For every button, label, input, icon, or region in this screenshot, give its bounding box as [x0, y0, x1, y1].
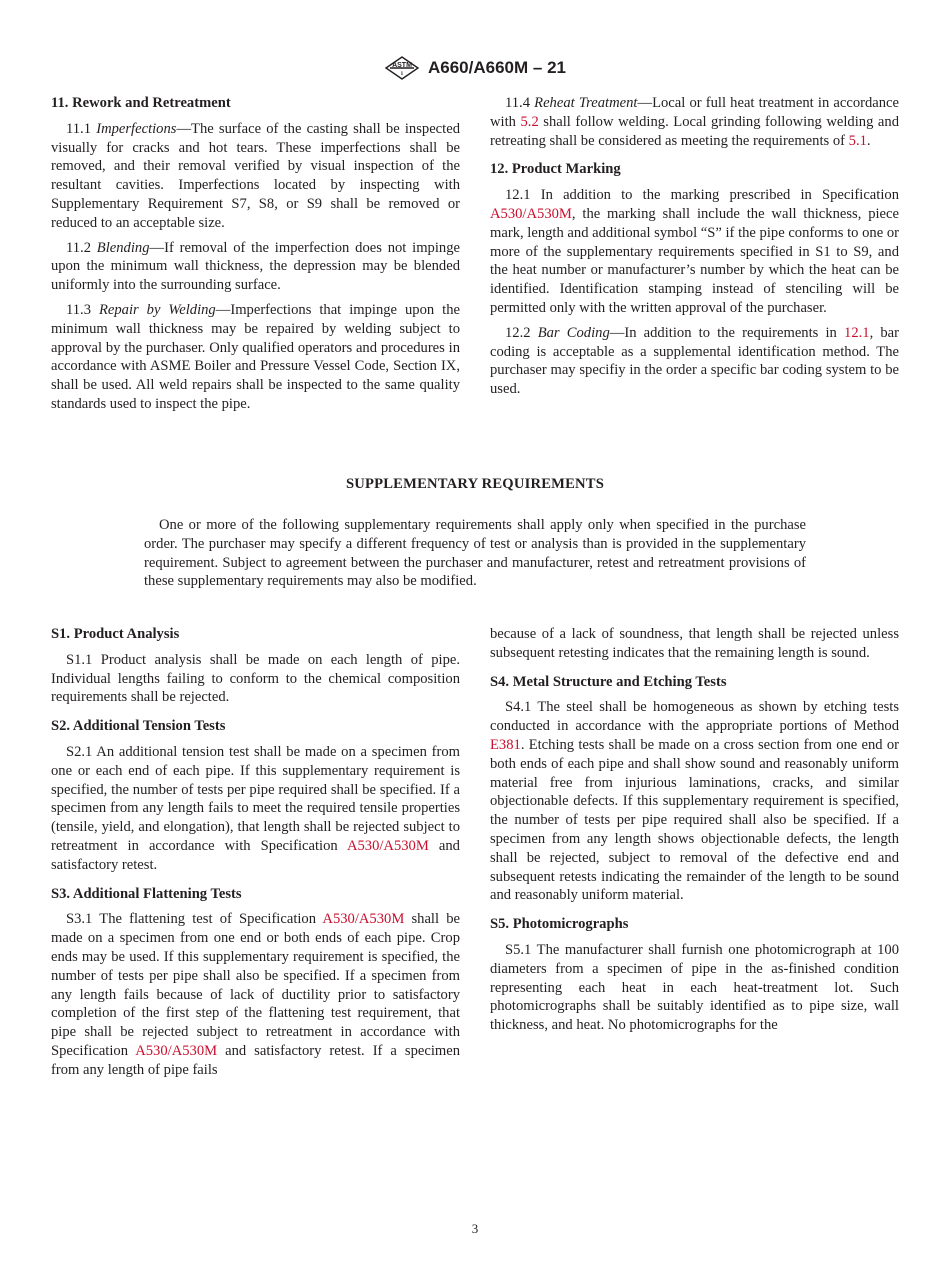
ref-link-a530[interactable]: A530/A530M	[135, 1042, 218, 1059]
paragraph-12-2: 12.2 Bar Coding—In addition to the requirements in 12.1, bar coding is acceptable as a supplemental identification method. The purchaser may specifiy in the order a specific bar coding system to be used.	[490, 324, 900, 398]
ref-link-5-2[interactable]: 5.2	[520, 113, 539, 130]
section-12-heading: 12. Product Marking	[490, 161, 621, 178]
astm-logo-icon	[384, 55, 420, 81]
s2-heading: S2. Additional Tension Tests	[51, 718, 226, 735]
paragraph-s2-1: S2.1 An additional tension test shall be made on a specimen from one or each end of each pipe. If this supplementary requirement is specified, the number of tests per pipe required shall be specified. If a specimen from any length fails to meet the required tensile properties (tensile, yield, and elongation), that length shall be rejected subject to retreatment in accordance with Specification A530/A530M and satisfactory retest.	[51, 743, 460, 873]
paragraph-11-4: 11.4 Reheat Treatment—Local or full heat treatment in accordance with 5.2 shall follow welding. Local grinding following welding and retreating shall be considered as meeting the requirements of 5.1.	[490, 95, 900, 149]
section-11-heading: 11. Rework and Retreatment	[51, 95, 231, 111]
ref-link-a530[interactable]: A530/A530M	[346, 837, 429, 854]
upper-left-column	[51, 94, 460, 420]
ref-link-a530[interactable]: A530/A530M	[322, 911, 405, 928]
paragraph-s3-1-continued: because of a lack of soundness, that length shall be rejected unless subsequent retesting indicates that the remaining length is sound.	[490, 626, 899, 661]
paragraph-s3-1: S3.1 The flattening test of Specification A530/A530M shall be made on a specimen from one end or both ends of each pipe. Crop ends may be used. If this supplementary requirement is specified, the number of tests per pipe shall also be specified. If a specimen from any length fails because of lack of ductility prior to satisfactory completion of the first step of the flattening test requirement, that pipe shall be rejected subject to retreatment in accordance with Specification A530/A530M and satisfactory retest. If a specimen from any length of pipe fails	[51, 911, 460, 1078]
paragraph-11-3: 11.3 Repair by Welding—Imperfections that impinge upon the minimum wall thickness may be repaired by welding subject to approval by the purchaser. Only qualified operators and procedures in accordance with ASME Boiler and Pressure Vessel Code, Section IX, shall be used. All weld repairs shall be inspected to the same quality standards used to inspect the pipe.	[51, 301, 460, 412]
s5-heading: S5. Photomicrographs	[490, 916, 629, 933]
document-designation: A660/A660M – 21	[428, 58, 566, 77]
s3-heading: S3. Additional Flattening Tests	[51, 885, 242, 902]
lower-left-column	[51, 625, 460, 1086]
paragraph-12-1: 12.1 In addition to the marking prescribed in Specification A530/A530M, the marking shall include the wall thickness, piece mark, length and additional symbol “S” if the pipe conforms to one or more of the supplementary requirements specified in S1 to S9, and the heat number or manufacturer’s number by which the heat can be identified. Identification stamping instead of stenciling will be permitted only with the written approval of the purchaser.	[490, 187, 899, 316]
supplementary-title: SUPPLEMENTARY REQUIREMENTS	[345, 476, 605, 492]
paragraph-s5-1: S5.1 The manufacturer shall furnish one photomicrograph at 100 diameters from a specimen of pipe in the as-finished condition representing each heat in each heat-treatment lot. Such photomicrographs shall be suitably identified as to pipe size, wall thickness, and heat. No photomicrographs for the	[490, 941, 899, 1034]
paragraph-s1-1: S1.1 Product analysis shall be made on each length of pipe. Individual lengths failing to conform to the chemical composition requirements shall be rejected.	[51, 651, 460, 706]
paragraph-s4-1: S4.1 The steel shall be homogeneous as shown by etching tests conducted in accordance with the appropriate portions of Method E381. Etching tests shall be made on a cross section from one end or both ends of each pipe and shall show sound and reasonably uniform material free from injurious laminations, cracks, and similar objectionable defects. If this supplementary requirement is specified, the number of tests per pipe required shall also be specified. If a specimen from any length shows objectionable defects, the length shall be rejected, subject to removal of the defective end and subsequent retests indicating the remainder of the length to be sound and reasonably uniform material.	[490, 699, 899, 904]
svg-text:ℹ: ℹ	[401, 71, 403, 77]
paragraph-11-2: 11.2 Blending—If removal of the imperfection does not impinge upon the minimum wall thickness, the depression may be blended uniformly into the surrounding surface.	[51, 239, 460, 294]
page-number: 3	[471, 1221, 479, 1236]
ref-link-a530[interactable]: A530/A530M	[490, 205, 572, 222]
s1-heading: S1. Product Analysis	[51, 626, 180, 642]
paragraph-11-1: 11.1 Imperfections—The surface of the casting shall be inspected visually for cracks and hot tears. These imperfections shall be removed, and their removal verified by visual inspection of the resultant cavities. Imperfections located by inspecting with Supplementary Requirement S7, S8, or S9 shall be removed or reduced to an acceptable size.	[51, 120, 460, 231]
ref-link-12-1[interactable]: 12.1	[844, 324, 870, 341]
svg-text:ASTM: ASTM	[392, 62, 412, 69]
page-header	[0, 55, 950, 81]
s4-heading: S4. Metal Structure and Etching Tests	[490, 673, 727, 690]
supplementary-intro: One or more of the following supplementary requirements shall apply only when specified in the purchase order. The purchaser may specify a different frequency of test or analysis than is provided in the supplementary requirement. Subject to agreement between the purchaser and manufacturer, retest and retreatment provisions of these supplementary requirements may also be modified.	[144, 517, 806, 590]
ref-link-5-1[interactable]: 5.1	[848, 132, 867, 149]
lower-right-column	[490, 625, 899, 1041]
ref-link-e381[interactable]: E381	[490, 736, 521, 753]
upper-right-column	[490, 94, 899, 405]
